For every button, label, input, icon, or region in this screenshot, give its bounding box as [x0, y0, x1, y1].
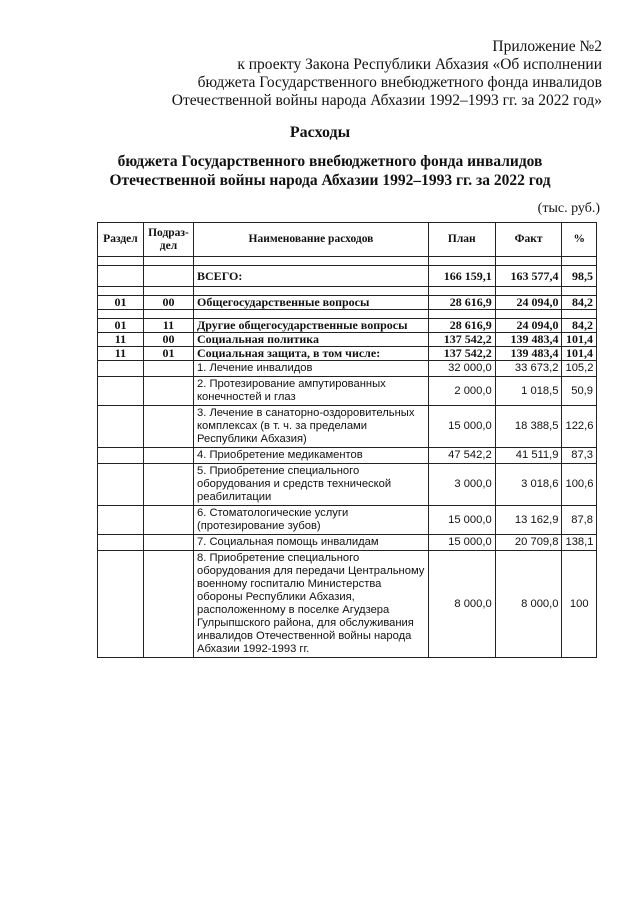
table-row [98, 333, 597, 347]
appendix-line-1: Приложение №2 [492, 38, 602, 55]
spacer-row [98, 257, 597, 266]
item-fact: 20 709,8 [495, 535, 562, 551]
header-plan: План [428, 223, 495, 257]
item-name: 7. Социальная помощь инвалидам [194, 535, 429, 551]
item-name: 6. Стоматологические услуги (протезирование зубов) [194, 506, 429, 535]
item-plan: 32 000,0 [428, 361, 495, 377]
item-percent: 105,2 [562, 361, 597, 377]
item-fact: 3 018,6 [495, 464, 562, 506]
row-percent: 84,2 [562, 319, 597, 333]
table-row [98, 377, 597, 406]
item-name: 2. Протезирование ампутированных конечностей и глаз [194, 377, 429, 406]
expenses-table [97, 222, 597, 658]
row-subsection: 00 [143, 333, 193, 347]
item-fact: 41 511,9 [495, 448, 562, 464]
subtitle-line-1: бюджета Государственного внебюджетного фонда инвалидов [117, 153, 543, 170]
item-plan: 15 000,0 [428, 506, 495, 535]
item-plan: 15 000,0 [428, 535, 495, 551]
item-percent: 50,9 [562, 377, 597, 406]
item-fact: 13 162,9 [495, 506, 562, 535]
row-section: 11 [98, 347, 144, 361]
appendix-line-4: Отечественной войны народа Абхазии 1992–1993 гг. за 2022 год» [171, 92, 602, 109]
row-name: Другие общегосударственные вопросы [194, 319, 429, 333]
row-fact: 139 483,4 [495, 347, 562, 361]
document-title: Расходы [289, 124, 351, 141]
table-row [98, 551, 597, 658]
total-plan: 166 159,1 [428, 266, 495, 287]
item-fact: 1 018,5 [495, 377, 562, 406]
row-section: 01 [98, 319, 144, 333]
item-percent: 100,6 [562, 464, 597, 506]
row-plan: 137 542,2 [428, 333, 495, 347]
total-percent: 98,5 [562, 266, 597, 287]
subtitle-line-2: Отечественной войны народа Абхазии 1992–1993 гг. за 2022 год [109, 172, 551, 189]
item-name: 8. Приобретение специального оборудования для передачи Центральному военному госпиталю Министерства обороны Республики Абхазия, расположенному в поселке Агудзера Гулрыпшского района, для обслуживания инвалидов Отечественной войны народа Абхазии 1992-1993 гг. [194, 551, 429, 658]
item-fact: 33 673,2 [495, 361, 562, 377]
table-row [98, 506, 597, 535]
item-name: 3. Лечение в санаторно-оздоровительных комплексах (в т. ч. за пределами Республики Абхазия) [194, 406, 429, 448]
row-subsection: 00 [143, 296, 193, 310]
row-subsection: 11 [143, 319, 193, 333]
item-percent: 122,6 [562, 406, 597, 448]
row-plan: 28 616,9 [428, 296, 495, 310]
item-percent: 87,3 [562, 448, 597, 464]
table-row [98, 406, 597, 448]
table-header-row [98, 223, 597, 257]
total-name: ВСЕГО: [194, 266, 429, 287]
table-row [98, 448, 597, 464]
row-fact: 139 483,4 [495, 333, 562, 347]
item-plan: 47 542,2 [428, 448, 495, 464]
row-plan: 28 616,9 [428, 319, 495, 333]
item-percent: 138,1 [562, 535, 597, 551]
header-fact: Факт [495, 223, 562, 257]
row-percent: 101,4 [562, 333, 597, 347]
table-row [98, 319, 597, 333]
row-name: Социальная политика [194, 333, 429, 347]
row-fact: 24 094,0 [495, 296, 562, 310]
table-row [98, 347, 597, 361]
item-name: 1. Лечение инвалидов [194, 361, 429, 377]
row-percent: 84,2 [562, 296, 597, 310]
appendix-header [122, 38, 602, 110]
item-plan: 3 000,0 [428, 464, 495, 506]
total-fact: 163 577,4 [495, 266, 562, 287]
appendix-line-3: бюджета Государственного внебюджетного фонда инвалидов [197, 74, 602, 91]
item-fact: 18 388,5 [495, 406, 562, 448]
item-name: 4. Приобретение медикаментов [194, 448, 429, 464]
row-name: Общегосударственные вопросы [194, 296, 429, 310]
table-row [98, 296, 597, 310]
header-subsection: Подраз-дел [143, 223, 193, 257]
row-section: 01 [98, 296, 144, 310]
header-percent: % [562, 223, 597, 257]
row-subsection: 01 [143, 347, 193, 361]
table-row [98, 361, 597, 377]
item-plan: 2 000,0 [428, 377, 495, 406]
table-row [98, 464, 597, 506]
item-percent: 87,8 [562, 506, 597, 535]
row-section: 11 [98, 333, 144, 347]
item-plan: 15 000,0 [428, 406, 495, 448]
header-name: Наименование расходов [194, 223, 429, 257]
appendix-line-2: к проекту Закона Республики Абхазия «Об исполнении [237, 56, 602, 73]
total-row [98, 266, 597, 287]
row-percent: 101,4 [562, 347, 597, 361]
document-subtitle [60, 152, 600, 190]
item-fact: 8 000,0 [495, 551, 562, 658]
item-plan: 8 000,0 [428, 551, 495, 658]
header-section: Раздел [98, 223, 144, 257]
units-label: (тыс. руб.) [537, 201, 600, 216]
row-name: Социальная защита, в том числе: [194, 347, 429, 361]
table-row [98, 535, 597, 551]
row-fact: 24 094,0 [495, 319, 562, 333]
item-percent: 100 [562, 551, 597, 658]
row-plan: 137 542,2 [428, 347, 495, 361]
item-name: 5. Приобретение специального оборудования и средств технической реабилитации [194, 464, 429, 506]
